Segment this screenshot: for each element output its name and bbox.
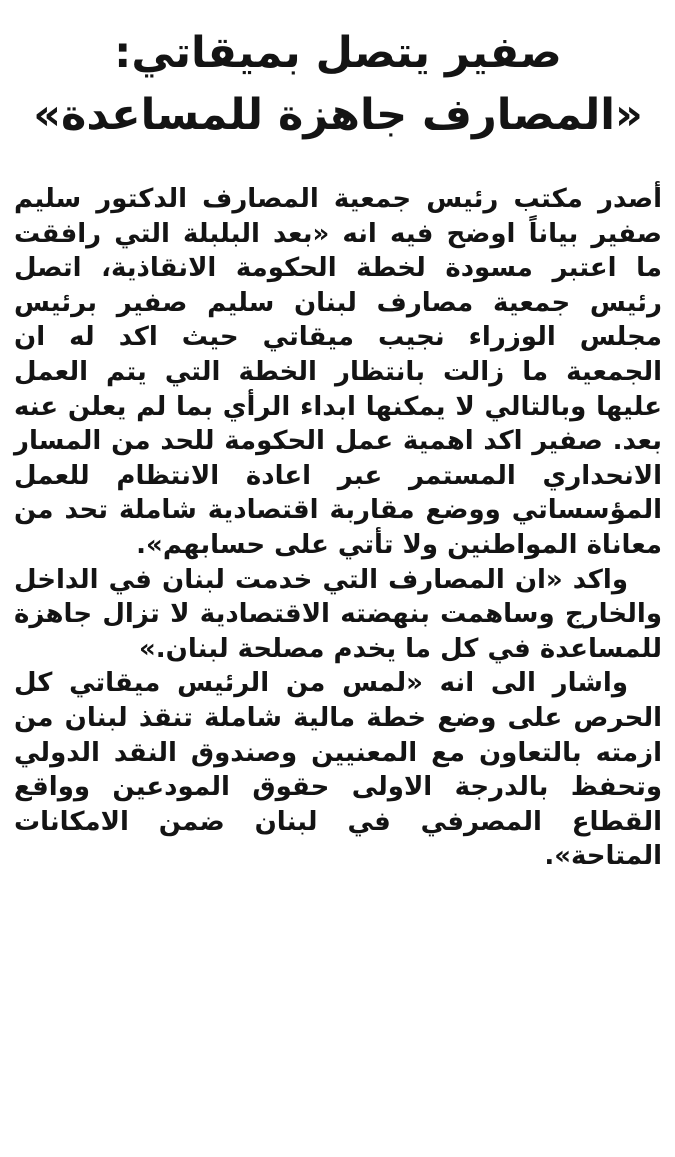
paragraph-3: واشار الى انه «لمس من الرئيس ميقاتي كل الحرص على وضع خطة مالية شاملة تنقذ لبنان من ازمته بالتعاون مع المعنيين وصندوق النقد الدولي وتحفظ بالدرجة الاولى حقوق المودعين وواقع القطاع المصرفي في لبنان ضمن الامكانات المتاحة». — [14, 668, 662, 872]
headline — [14, 22, 662, 146]
headline-line-1: صفير يتصل بميقاتي: — [114, 28, 562, 78]
paragraph-1: أصدر مكتب رئيس جمعية المصارف الدكتور سليم صفير بياناً اوضح فيه انه «بعد البلبلة التي رافقت ما اعتبر مسودة لخطة الحكومة الانقاذية، اتصل رئيس جمعية مصارف لبنان سليم صفير برئيس مجلس الوزراء نجيب ميقاتي حيث اكد له ان الجمعية ما زالت بانتظار الخطة التي يتم العمل عليها وبالتالي لا يمكنها ابداء الرأي بما لم يعلن عنه بعد. صفير اكد اهمية عمل الحكومة للحد من المسار الانحداري المستمر عبر اعادة الانتظام للعمل المؤسساتي ووضع مقاربة اقتصادية شاملة تحد من معاناة المواطنين ولا تأتي على حسابهم». — [14, 184, 662, 560]
article-body — [14, 182, 662, 874]
news-article — [14, 22, 662, 874]
headline-line-2: «المصارف جاهزة للمساعدة» — [33, 90, 643, 140]
paragraph-2: واكد «ان المصارف التي خدمت لبنان في الداخل والخارج وساهمت بنهضته الاقتصادية لا تزال جاهزة للمساعدة في كل ما يخدم مصلحة لبنان.» — [14, 564, 662, 664]
